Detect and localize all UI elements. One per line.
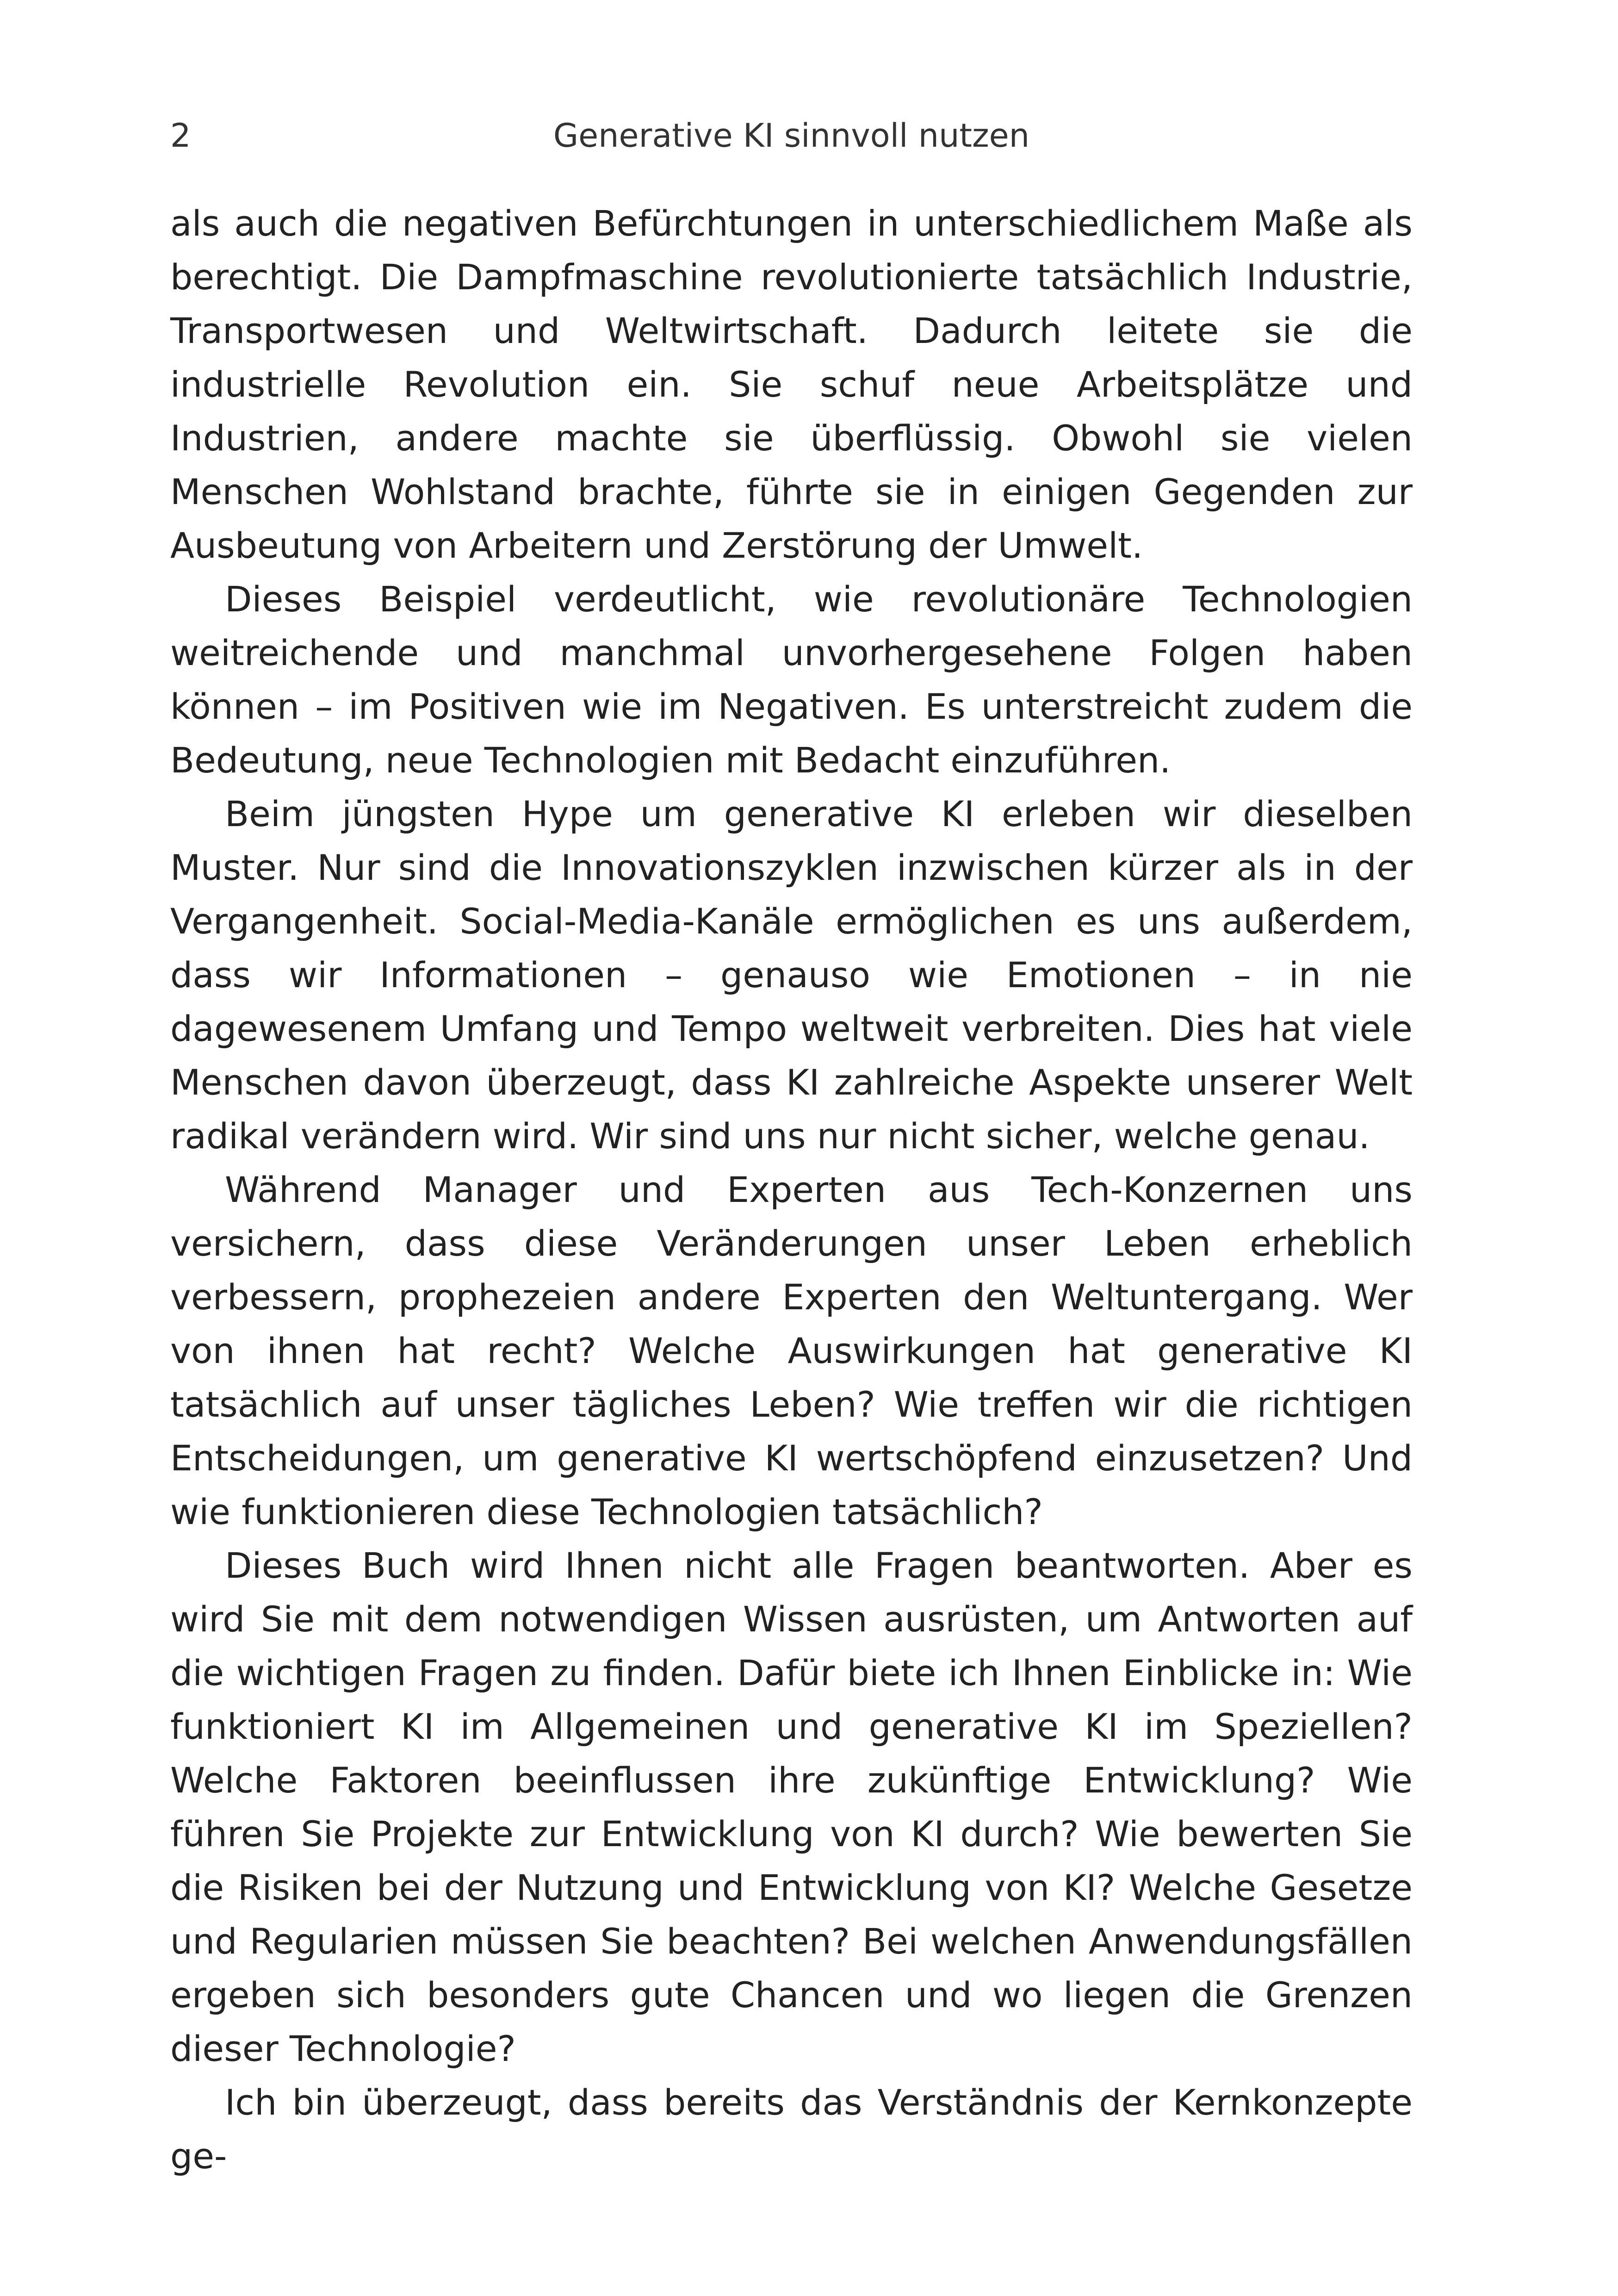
running-head — [170, 110, 1413, 161]
paragraph: Dieses Beispiel verdeutlicht, wie revolutionäre Technologien weitreichende und manchmal unvorhergesehene Folgen haben können – im Positiven wie im Negativen. Es unterstreicht zudem die Bedeutung, neue Technologien mit Bedacht einzuführen. — [170, 579, 1413, 781]
body-text — [170, 197, 1413, 2183]
paragraph: Dieses Buch wird Ihnen nicht alle Fragen beantworten. Aber es wird Sie mit dem notwendigen Wissen ausrüsten, um Antworten auf die wichtigen Fragen zu finden. Dafür biete ich Ihnen Einblicke in: Wie funktioniert KI im Allgemeinen und generative KI im Speziellen? Welche Faktoren beeinflussen ihre zukünftige Entwicklung? Wie führen Sie Projekte zur Entwicklung von KI durch? Wie bewerten Sie die Risiken bei der Nutzung und Entwicklung von KI? Welche Gesetze und Regularien müssen Sie beachten? Bei welchen Anwendungsfällen ergeben sich besonders gute Chancen und wo liegen die Grenzen dieser Technologie? — [170, 1545, 1413, 2069]
paragraph: Während Manager und Experten aus Tech-Konzernen uns versichern, dass diese Veränderungen unser Leben erheblich verbessern, prophezeien andere Experten den Weltuntergang. Wer von ihnen hat recht? Welche Auswirkungen hat generative KI tatsächlich auf unser tägliches Leben? Wie treffen wir die richtigen Entscheidungen, um generative KI wertschöpfend einzusetzen? Und wie funktionieren diese Technologien tatsächlich? — [170, 1169, 1413, 1532]
paragraph-continued: als auch die negativen Befürchtungen in unterschiedlichem Maße als berechtigt. Die Dampfmaschine revolutionierte tatsächlich Industrie, Transportwesen und Weltwirtschaft. Dadurch leitete sie die industrielle Revolution ein. Sie schuf neue Arbeitsplätze und Industrien, andere machte sie überflüssig. Obwohl sie vielen Menschen Wohlstand brachte, führte sie in einigen Gegenden zur Ausbeutung von Arbeitern und Zerstörung der Umwelt. — [170, 203, 1413, 566]
paragraph: Beim jüngsten Hype um generative KI erleben wir dieselben Muster. Nur sind die Innovationszyklen inzwischen kürzer als in der Vergangenheit. Social-Media-Kanäle ermöglichen es uns außerdem, dass wir Informationen – genauso wie Emotionen – in nie dagewesenem Umfang und Tempo weltweit verbreiten. Dies hat viele Menschen davon überzeugt, dass KI zahlreiche Aspekte unserer Welt radikal verändern wird. Wir sind uns nur nicht sicher, welche genau. — [170, 793, 1413, 1157]
running-title: Generative KI sinnvoll nutzen — [553, 117, 1030, 155]
page-number: 2 — [170, 117, 191, 155]
paragraph-last: Ich bin überzeugt, dass bereits das Verständnis der Kernkonzepte ge- — [170, 2082, 1413, 2177]
